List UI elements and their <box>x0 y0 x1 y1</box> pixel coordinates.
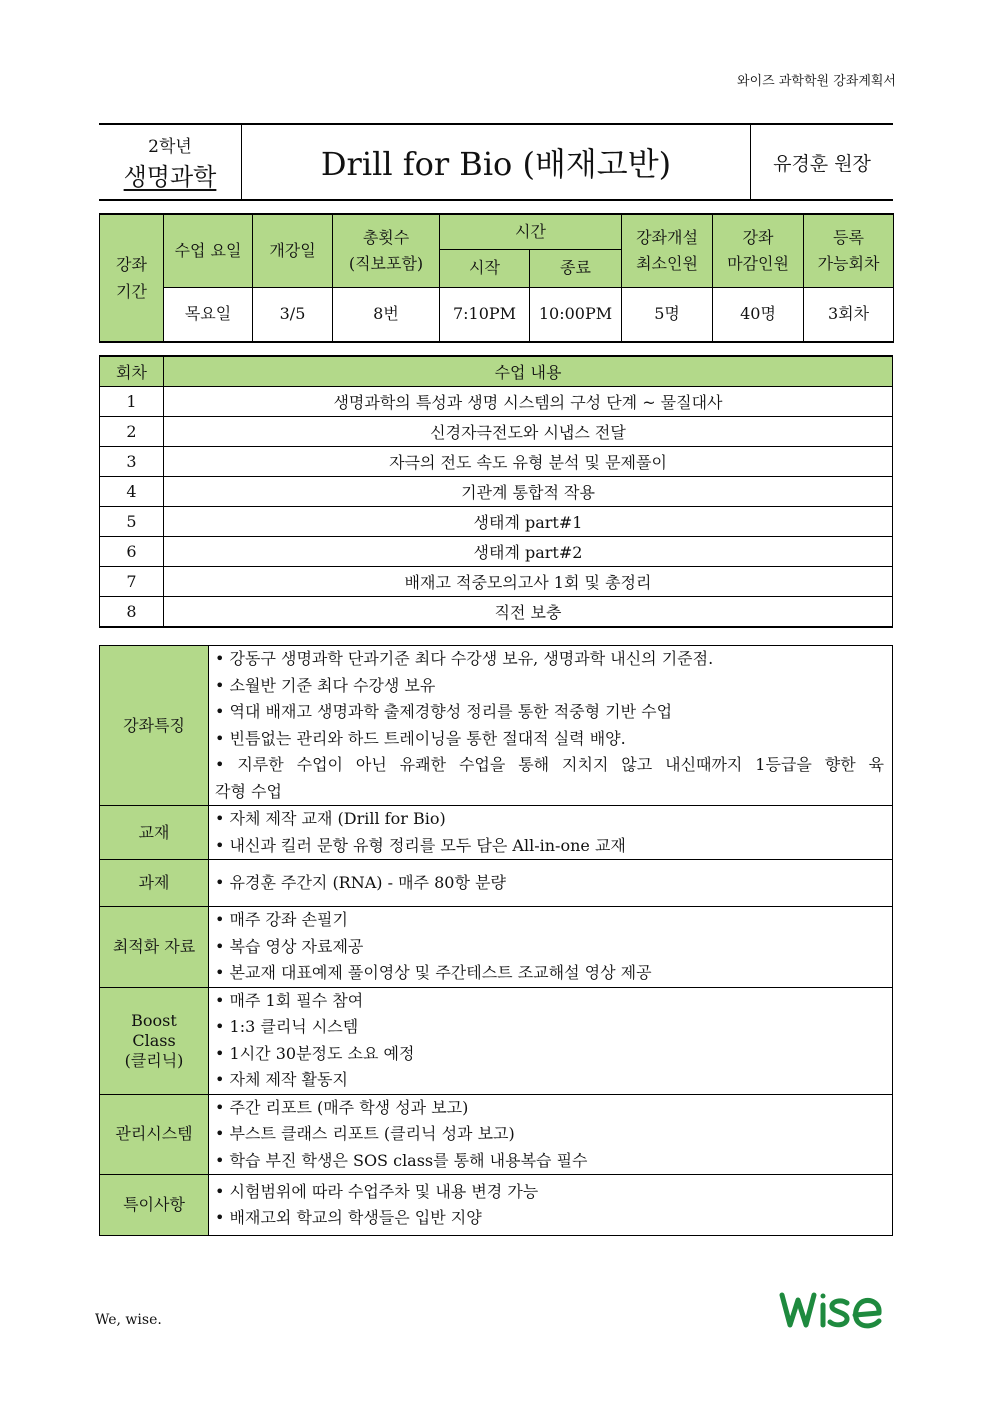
value-start-date: 3/5 <box>253 287 333 342</box>
grade-label: 2학년 <box>148 137 192 157</box>
header-time: 시간 <box>440 214 622 249</box>
session-number: 5 <box>100 507 164 537</box>
value-time-start: 7:10PM <box>440 287 530 342</box>
header-total-sessions: 총횟수 (직보포함) <box>333 214 440 287</box>
table-row <box>100 507 893 537</box>
header-class-day: 수업 요일 <box>164 214 253 287</box>
boost-class-label <box>100 987 209 1094</box>
list-item-continuation: 각형 수업 <box>215 781 282 801</box>
session-number: 1 <box>100 387 164 417</box>
list-item: • 주간 리포트 (매주 학생 성과 보고) <box>215 1097 469 1117</box>
session-content: 기관계 통합적 작용 <box>164 477 893 507</box>
materials-label: 최적화 자료 <box>100 907 209 988</box>
list-item: • 내신과 킬러 문항 유형 정리를 모두 담은 All-in-one 교재 <box>215 835 626 855</box>
table-row <box>100 447 893 477</box>
list-item: • 강동구 생명과학 단과기준 최다 수강생 보유, 생명과학 내신의 기준점. <box>215 649 714 668</box>
value-class-day: 목요일 <box>164 287 253 342</box>
value-time-end: 10:00PM <box>530 287 622 342</box>
header-enroll-session: 등록 가능회차 <box>804 214 894 287</box>
period-label-line-1: 강좌 기간 <box>116 255 147 301</box>
textbook-label: 교재 <box>100 806 209 860</box>
list-item: • 시험범위에 따라 수업주차 및 내용 변경 가능 <box>215 1181 539 1201</box>
notes-content <box>209 1175 893 1236</box>
list-item: • 유경훈 주간지 (RNA) - 매주 80항 분량 <box>215 872 506 892</box>
session-content: 배재고 적중모의고사 1회 및 총정리 <box>164 567 893 597</box>
document-label: 와이즈 과학학원 강좌계획서 <box>737 74 896 89</box>
list-item: • 지루한 수업이 아닌 유쾌한 수업을 통해 지치지 않고 내신때까지 1등급을 향한 육 <box>215 755 884 774</box>
boost-label-line-1: Boost <box>131 1010 177 1030</box>
list-item: • 역대 배재고 생명과학 출제경향성 정리를 통한 적중형 기반 수업 <box>215 702 673 721</box>
homework-label: 과제 <box>100 860 209 907</box>
header-session: 회차 <box>100 356 164 387</box>
subject-label: 생명과학 <box>123 163 217 191</box>
management-label: 관리시스템 <box>100 1094 209 1175</box>
header-content: 수업 내용 <box>164 356 893 387</box>
session-content: 생태계 part#2 <box>164 537 893 567</box>
session-number: 7 <box>100 567 164 597</box>
session-content: 직전 보충 <box>164 597 893 628</box>
list-item: • 빈틈없는 관리와 하드 트레이닝을 통한 절대적 실력 배양. <box>215 728 626 748</box>
textbook-content <box>209 806 893 860</box>
list-item: • 복습 영상 자료제공 <box>215 936 364 956</box>
session-number: 6 <box>100 537 164 567</box>
list-item: • 매주 강좌 손필기 <box>215 910 348 929</box>
teacher-name: 유경훈 원장 <box>773 152 871 175</box>
list-item: • 부스트 클래스 리포트 (클리닉 성과 보고) <box>215 1124 515 1143</box>
session-content: 생명과학의 특성과 생명 시스템의 구성 단계 ~ 물질대사 <box>164 387 893 417</box>
course-title: Drill for Bio (배재고반) <box>242 125 751 199</box>
list-item: • 1:3 클리닉 시스템 <box>215 1017 359 1036</box>
table-row <box>100 537 893 567</box>
curriculum-table <box>99 355 893 628</box>
list-item: • 매주 1회 필수 참여 <box>215 990 364 1010</box>
session-number: 8 <box>100 597 164 628</box>
value-min-students: 5명 <box>622 287 713 342</box>
table-row <box>100 387 893 417</box>
homework-content <box>209 860 893 907</box>
table-row <box>100 477 893 507</box>
period-label <box>100 214 164 342</box>
list-item: • 본교재 대표예제 풀이영상 및 주간테스트 조교해설 영상 제공 <box>215 963 652 982</box>
wise-logo <box>779 1288 897 1332</box>
header-time-end: 종료 <box>530 249 622 287</box>
session-content: 신경자극전도와 시냅스 전달 <box>164 417 893 447</box>
value-max-students: 40명 <box>713 287 804 342</box>
materials-content <box>209 907 893 988</box>
table-row <box>100 597 893 628</box>
session-content: 자극의 전도 속도 유형 분석 및 문제풀이 <box>164 447 893 477</box>
list-item: • 자체 제작 교재 (Drill for Bio) <box>215 809 446 828</box>
value-enroll-session: 3회차 <box>804 287 894 342</box>
characteristics-content <box>209 646 893 806</box>
notes-label: 특이사항 <box>100 1175 209 1236</box>
schedule-table <box>99 213 894 343</box>
session-number: 3 <box>100 447 164 477</box>
session-number: 4 <box>100 477 164 507</box>
list-item: • 자체 제작 활동지 <box>215 1070 348 1089</box>
boost-class-content <box>209 987 893 1094</box>
table-row <box>100 417 893 447</box>
footer-slogan: We, wise. <box>95 1312 162 1328</box>
table-row <box>100 567 893 597</box>
value-total-sessions: 8번 <box>333 287 440 342</box>
header-time-start: 시작 <box>440 249 530 287</box>
list-item: • 학습 부진 학생은 SOS class를 통해 내용복습 필수 <box>215 1150 588 1170</box>
course-header <box>99 123 893 201</box>
header-max-students: 강좌 마감인원 <box>713 214 804 287</box>
characteristics-label: 강좌특징 <box>100 646 209 806</box>
grade-subject-cell <box>99 125 242 199</box>
list-item: • 배재고외 학교의 학생들은 입반 지양 <box>215 1208 482 1227</box>
list-item: • 소월반 기준 최다 수강생 보유 <box>215 675 436 695</box>
boost-label-line-3: (클리닉) <box>124 1050 184 1070</box>
course-features-table <box>99 645 893 1236</box>
header-min-students: 강좌개설 최소인원 <box>622 214 713 287</box>
management-content <box>209 1094 893 1175</box>
session-content: 생태계 part#1 <box>164 507 893 537</box>
list-item: • 1시간 30분정도 소요 예정 <box>215 1043 415 1063</box>
logo-text: Wise <box>779 1288 782 1289</box>
header-start-date: 개강일 <box>253 214 333 287</box>
session-number: 2 <box>100 417 164 447</box>
boost-label-line-2: Class <box>132 1030 176 1050</box>
